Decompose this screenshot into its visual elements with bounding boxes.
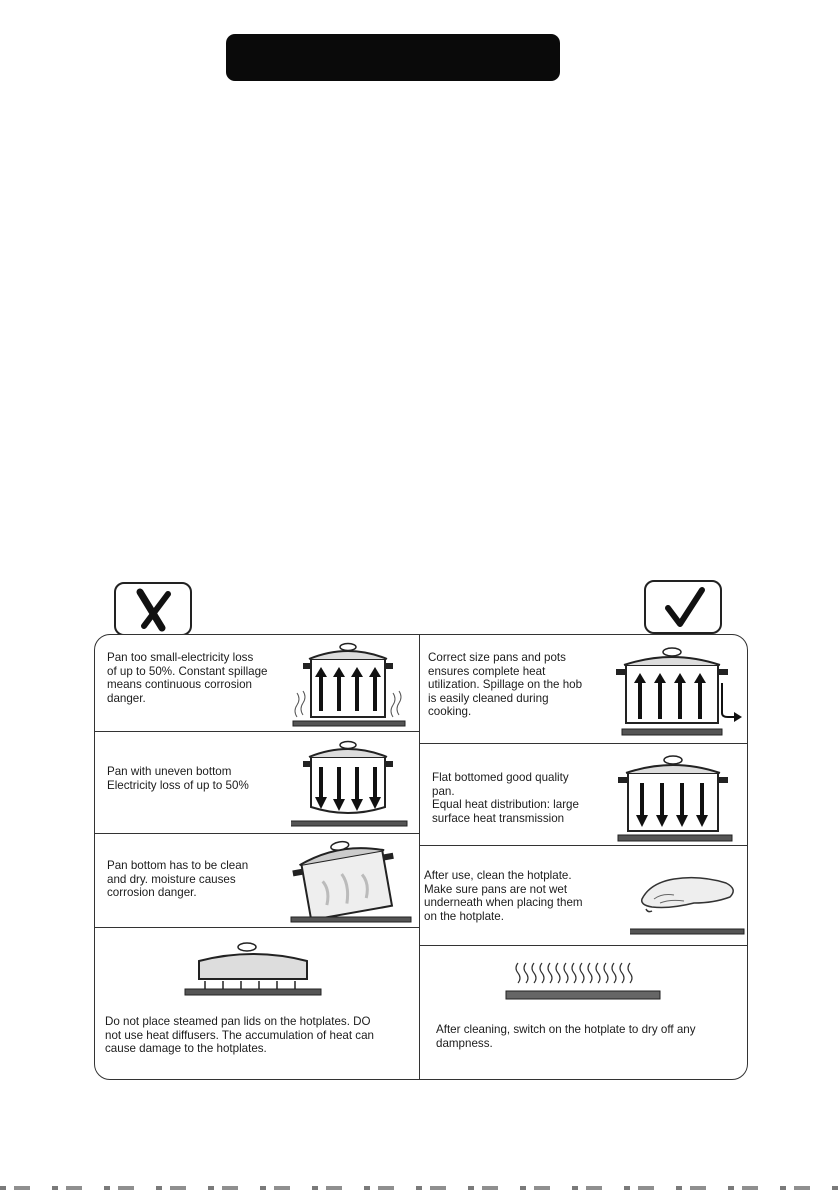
uneven-pan-icon [291,739,411,829]
tip-text: Pan too small-electricity loss of up to 50%. Constant spillage means continuous corrosion danger. [107,651,268,705]
wet-pan-icon [283,837,413,923]
tip-text: Pan with uneven bottom Electricity loss of up to 50% [107,765,249,792]
drying-hotplate-icon [504,957,664,1007]
tip-cell-clean-hotplate [420,845,747,946]
small-pan-icon [291,641,411,727]
correct-usage-column [420,635,747,1079]
tip-text: Do not place steamed pan lids on the hotplates. DO not use heat diffusers. The accumulation of heat can cause damage to the hotplates. [105,1015,374,1056]
check-mark-icon [644,580,722,634]
tip-text: Correct size pans and pots ensures complete heat utilization. Spillage on the hob is easily cleaned during cooking. [428,651,583,719]
tip-cell-dry-hotplate [420,945,747,1079]
scan-artifact-line [0,1186,840,1190]
tip-text: Flat bottomed good quality pan. Equal heat distribution: large surface heat transmission [432,771,579,825]
pan-usage-panel [94,634,748,1080]
tip-text: After cleaning, switch on the hotplate to dry off any dampness. [436,1023,696,1050]
wrong-usage-column [95,635,420,1079]
tip-cell-flat-pan [420,743,747,846]
tip-cell-pan-lid [95,927,419,1079]
tip-cell-small-pan [95,635,419,732]
correct-pan-icon [614,643,744,739]
tip-cell-uneven-pan [95,731,419,834]
tip-cell-correct-pan [420,635,747,744]
cleaning-hand-icon [630,857,745,941]
tip-text: After use, clean the hotplate. Make sure pans are not wet underneath when placing them on the hotplate. [424,869,583,923]
tip-text: Pan bottom has to be clean and dry. moisture causes corrosion danger. [107,859,249,900]
pan-lid-icon [183,939,323,997]
flat-pan-icon [612,751,742,843]
cross-mark-icon [114,582,192,636]
tip-cell-wet-pan [95,833,419,928]
title-banner [226,34,560,81]
